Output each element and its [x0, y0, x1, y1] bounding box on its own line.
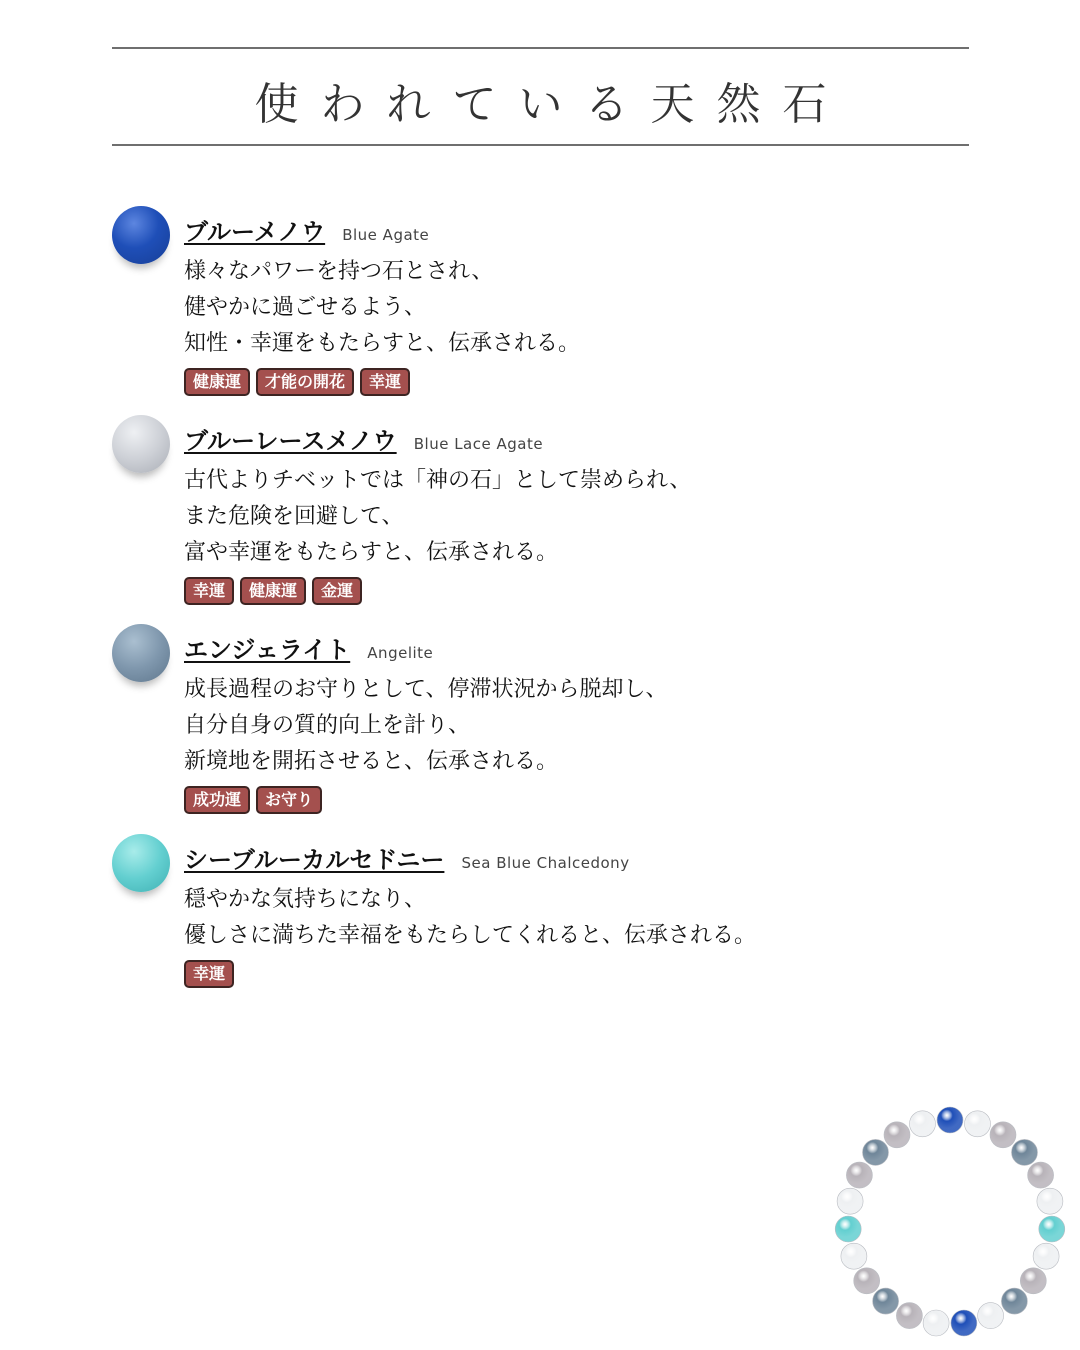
- stone-name-en: Blue Lace Agate: [413, 435, 544, 453]
- fortune-tag: 幸運: [184, 577, 234, 605]
- blue-agate-bead-icon: [112, 206, 170, 264]
- bracelet-bead: [841, 1243, 867, 1269]
- description-line: 様々なパワーを持つ石とされ、: [184, 259, 494, 284]
- fortune-tag: 幸運: [360, 368, 410, 396]
- bracelet-bead: [951, 1310, 977, 1336]
- description-line: また危険を回避して、: [184, 504, 404, 529]
- bracelet-bead: [1001, 1288, 1027, 1314]
- stone-name-en: Blue Agate: [342, 226, 430, 244]
- bracelet-bead: [1020, 1268, 1046, 1294]
- bracelet-bead: [1037, 1188, 1063, 1214]
- stone-name: ブルーレースメノウ: [184, 427, 397, 455]
- bracelet-bead: [937, 1107, 963, 1133]
- tag-list: [184, 786, 972, 814]
- description-line: 優しさに満ちた幸福をもたらしてくれると、伝承される。: [184, 923, 757, 948]
- description-line: 健やかに過ごせるよう、: [184, 295, 427, 320]
- description-line: 富や幸運をもたらすと、伝承される。: [184, 540, 559, 565]
- description-line: 自分自身の質的向上を計り、: [184, 713, 471, 738]
- fortune-tag: 健康運: [240, 577, 306, 605]
- fortune-tag: 幸運: [184, 960, 234, 988]
- header-bottom-rule: [112, 144, 969, 146]
- fortune-tag: お守り: [256, 786, 322, 814]
- stone-description: [184, 882, 972, 954]
- fortune-tag: 才能の開花: [256, 368, 354, 396]
- bracelet-bead: [837, 1188, 863, 1214]
- stone-description: [184, 463, 972, 571]
- bracelet-image: [832, 1102, 1072, 1342]
- tag-list: [184, 368, 972, 396]
- stone-name-en: Sea Blue Chalcedony: [461, 854, 630, 872]
- blue-lace-agate-bead-icon: [112, 415, 170, 473]
- fortune-tag: 金運: [312, 577, 362, 605]
- bracelet-bead: [978, 1303, 1004, 1329]
- description-line: 新境地を開拓させると、伝承される。: [184, 749, 559, 774]
- description-line: 成長過程のお守りとして、停滞状況から脱却し、: [184, 677, 668, 702]
- sea-blue-chalcedony-bead-icon: [112, 834, 170, 892]
- description-line: 古代よりチベットでは「神の石」として崇められ、: [184, 468, 692, 493]
- bracelet-bead: [835, 1216, 861, 1242]
- bracelet-bead: [846, 1162, 872, 1188]
- stone-name: エンジェライト: [184, 636, 351, 664]
- bracelet-bead: [1012, 1139, 1038, 1165]
- bracelet-bead: [923, 1310, 949, 1336]
- tag-list: [184, 960, 972, 988]
- bracelet-bead: [1028, 1162, 1054, 1188]
- tag-list: [184, 577, 972, 605]
- bracelet-bead: [965, 1111, 991, 1137]
- description-line: 知性・幸運をもたらすと、伝承される。: [184, 331, 581, 356]
- fortune-tag: 成功運: [184, 786, 250, 814]
- description-line: 穏やかな気持ちになり、: [184, 887, 427, 912]
- fortune-tag: 健康運: [184, 368, 250, 396]
- bracelet-bead: [854, 1268, 880, 1294]
- bracelet-bead: [863, 1139, 889, 1165]
- bracelet-bead: [884, 1122, 910, 1148]
- stone-description: [184, 254, 972, 362]
- bracelet-bead: [1039, 1216, 1065, 1242]
- stone-description: [184, 672, 972, 780]
- bracelet-bead: [1033, 1243, 1059, 1269]
- stone-name: ブルーメノウ: [184, 218, 326, 246]
- bracelet-bead: [873, 1288, 899, 1314]
- stone-name-en: Angelite: [367, 644, 434, 662]
- angelite-bead-icon: [112, 624, 170, 682]
- stone-name: シーブルーカルセドニー: [184, 846, 445, 874]
- header-top-rule: [112, 47, 969, 49]
- bracelet-bead: [896, 1303, 922, 1329]
- bracelet-bead: [990, 1122, 1016, 1148]
- bracelet-bead: [910, 1111, 936, 1137]
- page-title: 使われている天然石: [254, 79, 849, 130]
